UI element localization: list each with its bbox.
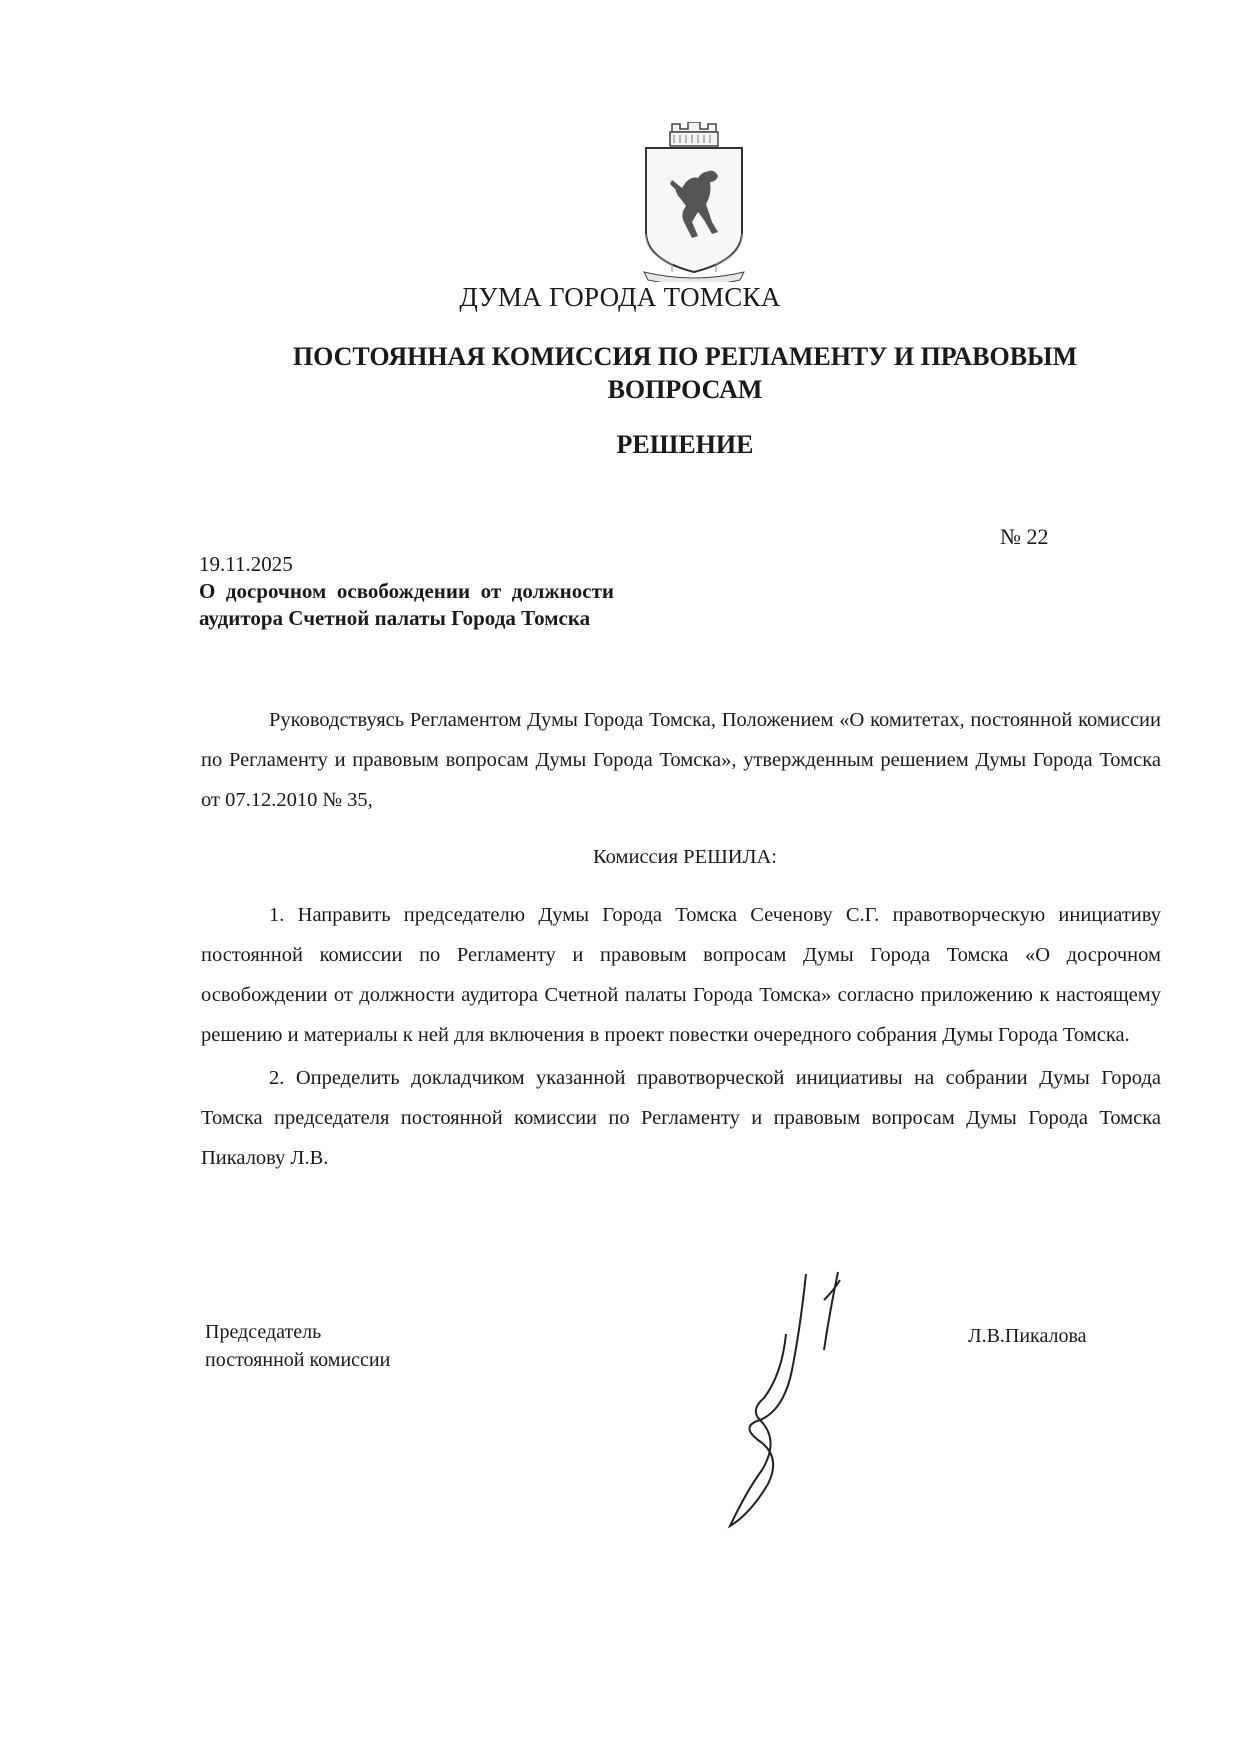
position-line: постоянной комиссии bbox=[205, 1349, 391, 1371]
commission-name: ПОСТОЯННАЯ КОМИССИЯ ПО РЕГЛАМЕНТУ И ПРАВОВЫМ ВОПРОСАМ bbox=[292, 342, 1078, 404]
position-line: Председатель bbox=[205, 1321, 322, 1343]
document-date: 19.11.2025 bbox=[199, 552, 293, 576]
coat-of-arms-icon bbox=[642, 122, 746, 282]
decision-item: 2. Определить докладчиком указанной правотворческой инициативы на собрании Думы Города Томска председателя постоянной комиссии по Регламенту и правовым вопросам Думы Города Томска Пикалову Л.В. bbox=[201, 1067, 1161, 1169]
signatory-name: Л.В.Пикалова bbox=[968, 1325, 1087, 1347]
document-subject: О досрочном освобождении от должности аудитора Счетной палаты Города Томска bbox=[199, 579, 614, 630]
document-type: РЕШЕНИЕ bbox=[616, 430, 754, 459]
resolved-heading: Комиссия РЕШИЛА: bbox=[593, 846, 777, 868]
preamble-text: Руководствуясь Регламентом Думы Города Томска, Положением «О комитетах, постоянной комиссии по Регламенту и правовым вопросам Думы Города Томска», утвержденным решением Думы Города Томска от 07.12.2010 № 35, bbox=[201, 709, 1161, 811]
handwritten-signature bbox=[720, 1270, 860, 1530]
decision-items bbox=[201, 895, 1161, 1181]
signatory-position bbox=[205, 1318, 390, 1374]
preamble bbox=[201, 700, 1161, 820]
decision-item: 1. Направить председателю Думы Города Томска Сеченову С.Г. правотворческую инициативу постоянной комиссии по Регламенту и правовым вопросам Думы Города Томска «О досрочном освобождении от должности аудитора Счетной палаты Города Томска» согласно приложению к настоящему решению и материалы к ней для включения в проект повестки очередного собрания Думы Города Томска. bbox=[201, 904, 1161, 1046]
document-number: № 22 bbox=[1000, 524, 1049, 549]
organization-name: ДУМА ГОРОДА ТОМСКА bbox=[459, 282, 781, 312]
